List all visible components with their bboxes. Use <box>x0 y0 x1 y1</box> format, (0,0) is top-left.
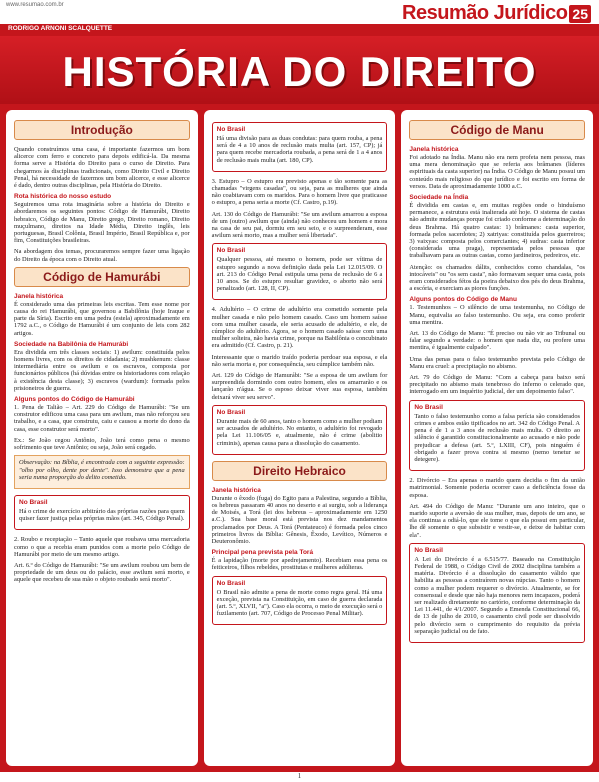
author-bar <box>0 24 599 36</box>
no-brasil-box <box>409 543 585 643</box>
paragraph: 1. Testemunhos – O silêncio de uma testemunha, no Código de Manu, equivalia ao falso testemunho. Ou seja, era como proferir uma mentira. <box>409 304 586 326</box>
box-title: No Brasil <box>19 498 48 506</box>
paragraph: É dividida em castas e, em muitas regiões onde o hinduísmo permanece, a estrutura está inalterada até hoje. O sistema de castas não admite mudanças porque foi criado conforme a determinação do deus Brahma. Há quatro castas: 1) brâmanes: casta superior, formada pelos sacerdotes; 2) xatriyas: constituída pelos guerreiros; 3) vaixyas: composta pelos comerciantes; 4) sudras: casta inferior (considerada uma praga), representada pelos pessoas que trabalhavam para as outras castas, como jardineiros, pedreiros, etc. <box>409 202 586 260</box>
subheading: Sociedade na Babilônia de Hamurábi <box>14 340 129 348</box>
paragraph: Qualquer pessoa, até mesmo o homem, pode ser vítima de estupro segundo a nova definição dada pela Lei 12.015/09. O art. 213 do Código Penal estipula uma pena de reclusão de 6 a 10 anos. Se do estupro resultar gravidez, o aborto não será penalizado (art. 128, II, CP). <box>216 256 383 293</box>
paragraph: É considerado uma das primeiras leis escritas. Tem esse nome por causa do rei Hamurábi, que governou a Babilônia (hoje Iraque e parte da Síria). Escrito em uma pedra (estela) aproximadamente em 1792 a.C., o Código de Hamurábi é um conjunto de leis com 282 artigos. <box>14 300 190 337</box>
title-bar <box>0 36 599 104</box>
paragraph: Durante o êxodo (fuga) do Egito para a Palestina, segundo a Bíblia, os hebreus passaram 40 anos no deserto e ai surgiu, sob a liderança de Moisés, a Torá (lei dos hebreus – aproximadamente em 1250 a.C.). Sua base moral está prevista nos dez mandamentos proclamados por Deus. A Torá (Pentateuco) é formada pelos cinco primeiros livros da Bíblia: Gênesis, Êxodo, Levítico, Números e Deuteronômio. <box>211 494 388 545</box>
subheading: Rota histórica do nosso estudo <box>14 193 112 201</box>
page-number: 1 <box>297 772 302 780</box>
column-2 <box>204 110 396 766</box>
paragraph: A Lei do Divórcio é a 6.515/77. Baseado na Constituição Federal de 1988, o Código Civil de 2002 disciplina também a matéria. Divórcio é a dissolução do casamento válido que habilita as pessoas a contraírem novas núpcias. Tanto o homem como a mulher podem requerer o divórcio. Atualmente, se for consensual e desde que não haja menores nem incapazes, poderá ser realizado diretamente no cartório, conforme determinação da Lei 11.441, de 4/1/2007. Segundo a Emenda Constitucional 66, de 13 de julho de 2010, o casamento civil pode ser dissolvido pelo divórcio sem o cumprimento do requisito da prévia separação judicial ou de fato. <box>414 555 581 635</box>
paragraph: Quando construímos uma casa, é importante fazermos um bom alicerce com ferro e concreto para depois edificá-la. Da mesma forma serve a História do Direito para o curso de Direito. Para chegarmos às disciplinas tradicionais, como Direito Civil e Direito Penal, há necessidade de fazermos um bom alicerce, e esse alicerce é dado, dentro outras disciplinas, pela História do Direito. <box>14 146 190 190</box>
paragraph: 2. Divórcio – Era apenas o marido quem decidia o fim da união matrimonial. Somente poderia ocorrer caso a deficiência fosse da esposa. <box>409 477 586 499</box>
paragraph: Art. 130 do Código de Hamurábi: "Se um awilum amarrou a esposa de um (outro) awilum que (ainda) não conheceu um homem e mora na casa de seu pai, dormiu em seu seio, e o surpreenderam, esse awilum será morto, mas a mulher será libertada". <box>211 210 388 240</box>
paragraph: 2. Roubo e receptação – Tanto aquele que roubava uma mercadoria como o que a recebia eram punidos com a morte pelo Código de Hamurábi por meio de um mesmo artigo. <box>14 536 190 558</box>
observation-box <box>14 455 190 489</box>
paragraph: Durante mais de 60 anos, tanto o homem como a mulher podiam ser acusados de adultério. No entanto, o adultério foi revogado pela Lei 11.106/05 e, atualmente, não é crime (abolitio criminis), apenas causa para a dissolução do casamento. <box>216 417 383 447</box>
box-title: No Brasil <box>414 403 443 411</box>
paragraph: Tanto o falso testemunho como a falsa perícia são considerados crimes e ambos estão tipificados no art. 342 do Código Penal. A pena é de 1 a 3 anos de reclusão mais multa. O direito ao silêncio é garantido constitucionalmente ao acusado e não pode prejudicar a defesa (art. 5.º, LXIII, CF), pois ninguém é obrigado a fazer prova contra si mesmo (nemo tenetur se detegere). <box>414 412 581 463</box>
paragraph: Ex.: Se João cegou Antônio, João terá como pena o mesmo sofrimento que teve Antônio; ou seja, João será cegado. <box>14 436 190 452</box>
box-title: No Brasil <box>216 247 246 255</box>
no-brasil-box <box>14 495 190 530</box>
no-brasil-box <box>212 576 388 626</box>
observation-text: Observação: na Bíblia, é encontrada com a seguinte expressão: "olho por olho, dente por dente". Isso demonstra que a pena seria numa proporção do delito cometido. <box>19 459 185 481</box>
paragraph: Na abordagem dos temas, procuraremos sempre fazer uma ligação do Direito da época com o Direito atual. <box>14 248 190 263</box>
paragraph: Era dividida em três classes sociais: 1) awilum: constituída pelos homens livres, com os direitos de cidadania; 2) mushkenum: classe intermediária entre os awilum e os escravos, composta por funcionários públicos (há dúvidas entre os historiadores com relação à existência desta classe); 3) escravos (wardum): formada pelos prisioneiros de guerra. <box>14 348 190 392</box>
paragraph: Art. 6.º do Código de Hamurábi: "Se um awilum roubou um bem de propriedade de um deus ou do palácio, esse awilum será morto, e aquele que recebeu de sua mão o objeto roubado será morto". <box>14 561 190 584</box>
top-header <box>0 0 599 36</box>
box-title: No Brasil <box>216 408 246 416</box>
brand-logo <box>402 2 591 25</box>
box-title: No Brasil <box>216 126 246 133</box>
subheading: Alguns pontos do Código de Manu <box>409 296 517 304</box>
paragraph: Seguiremos uma rota imaginária sobre a história do Direito e abordaremos os seguintes pontos: Código de Hamurábi, Direito hebraico, Código de Manu, Direito grego, Direito romano, Direito muçulmano, direitos na Idade Média, Direito inglês, leis portuguesas, Brasil Colônia, Brasil Império, Brasil República e, por fim, Constituições brasileiras. <box>14 201 190 245</box>
box-title: No Brasil <box>216 579 246 587</box>
site-url: www.resumao.com.br <box>6 2 64 8</box>
box-title: No Brasil <box>414 546 443 554</box>
no-brasil-box <box>212 405 388 455</box>
paragraph: O Brasil não admite a pena de morte como regra geral. Há uma exceção, prevista na Constituição, em caso de guerra declarada (art. 5.º, XLVII, "a"). Caso ela ocorra, o meio de execução será o fuzilamento (art. 707, Código de Processo Penal Militar). <box>216 588 383 618</box>
section-heading-introducao: Introdução <box>14 120 190 140</box>
subheading: Janela histórica <box>14 292 64 300</box>
subheading: Alguns pontos do Código de Hamurábi <box>14 396 135 404</box>
page-title: HISTÓRIA DO DIREITO <box>62 48 537 95</box>
paragraph: Art. 129 do Código de Hamurábi: "Se a esposa de um awilum for surpreendida dormindo com outro homem, eles os amarrarão e os lançarão n'água. Se o esposo deixar viver sua esposa, também deixará viver seu servo". <box>211 372 388 401</box>
subheading: Janela histórica <box>409 146 459 153</box>
no-brasil-box <box>409 400 585 471</box>
subheading: Janela histórica <box>211 486 261 494</box>
paragraph: Uma das penas para o falso testemunho prevista pelo Código de Manu era cruel: a precipitação no abismo. <box>409 355 586 370</box>
paragraph: Art. 494 do Código de Manu: "Durante um ano inteiro, que o marido suporte a aversão de sua mulher, mas, depois de um ano, se ela continua a odiá-lo, que ele tome o que ela possui em particular, lhe dê somente o que subsistir e vestir-se, e deixe de habitar com ela". <box>409 502 586 539</box>
brand-name: Resumão Jurídico <box>402 2 568 24</box>
paragraph: 1. Pena de Talião – Art. 229 do Código de Hamurábi: "Se um construtor edificou uma casa para um awilum, mas não reforçou seu trabalho, e a casa, que construiu, caiu e causou a morte do dono da casa, esse construtor será morto". <box>14 404 190 433</box>
paragraph: Art. 13 do Código de Manu: "É preciso ou não vir ao Tribunal ou falar segundo a verdade: o homem que nada diz, ou profere uma mentira, é igualmente culpado". <box>409 330 586 352</box>
no-brasil-box <box>212 122 388 172</box>
paragraph: Atenção: os chamados dálits, conhecidos como chandalas, "os intocáveis" ou "os sem casta", não formavam sequer uma casta, pois eram considerados fétos da poeira debaixo dos pés do deus Brahma, a escória, e exerciam as piores funções. <box>409 263 586 293</box>
no-brasil-box <box>212 243 388 300</box>
column-3 <box>401 110 593 766</box>
subheading: Principal pena prevista pela Torá <box>211 549 314 557</box>
paragraph: Interessante que o marido traído poderia perdoar sua esposa, e ela não seria morta e, por consequência, seu cúmplice também não. <box>211 353 388 368</box>
section-heading-hamurabi: Código de Hamurábi <box>14 267 190 287</box>
paragraph: Há uma divisão para as duas condutas: para quem rouba, a pena será de 4 a 10 anos de reclusão mais multa (art. 157, CP); já para quem recebe mercadoria roubada, a pena será de 1 a 4 anos de reclusão mais multa (art. 180, CP). <box>216 135 383 164</box>
subheading: Sociedade na Índia <box>409 194 469 202</box>
brand-number: 25 <box>569 5 591 23</box>
section-heading-manu: Código de Manu <box>409 120 585 140</box>
paragraph: Há o crime de exercício arbitrário das próprias razões para quem quiser fazer justiça pelas próprias mãos (art. 345, Código Penal). <box>19 507 185 523</box>
section-heading-hebraico: Direito Hebraico <box>212 461 388 481</box>
paragraph: Art. 79 do Código de Manu: "Com a cabeça para baixo será precipitado no abismo mais tenebroso do inferno o celerado que, interrogado em um inquérito judicial, der um depoimento falso". <box>409 374 586 396</box>
author-name: RODRIGO ARNONI SCALQUETTE <box>8 25 113 32</box>
content-frame <box>0 104 599 772</box>
paragraph: 4. Adultério – O crime de adultério era cometido somente pela mulher casada e não pelo homem casado. Caso um homem saísse com uma mulher casada, ele seria acusado de adultério, e ele, de cúmplice do adultério. Agora, se o homem casado saísse com uma mulher solteira, não havia crime, porque na Babilônia o concubinato era admitido (Cf. Castro, p. 21). <box>211 306 388 350</box>
column-1 <box>6 110 198 766</box>
paragraph: É a lapidação (morte por apedrejamento). Recebiam essa pena os feiticeiros, filhos rebeldes, prostitutas e mulheres adúlteras. <box>211 557 388 572</box>
paragraph: 3. Estupro – O estupro era previsto apenas e tão somente para as chamadas "virgens casadas", ou seja, para as mulheres que ainda não coabitavam com os maridos. Para o homem livre que praticasse o estupro, a pena seria a morte (Cf. Castro, p.19). <box>211 177 388 207</box>
paragraph: Foi adotado na Índia. Manu não era nem profeta nem pessoa, mas uma mera denominação que se referia aos brâmanes (líderes espirituais da casta superior) na Índia. O Código de Manu possui um conteúdo mais religioso do que jurídico e foi escrito em forma de versos. Data de aproximadamente 1000 a.C. <box>409 154 586 190</box>
